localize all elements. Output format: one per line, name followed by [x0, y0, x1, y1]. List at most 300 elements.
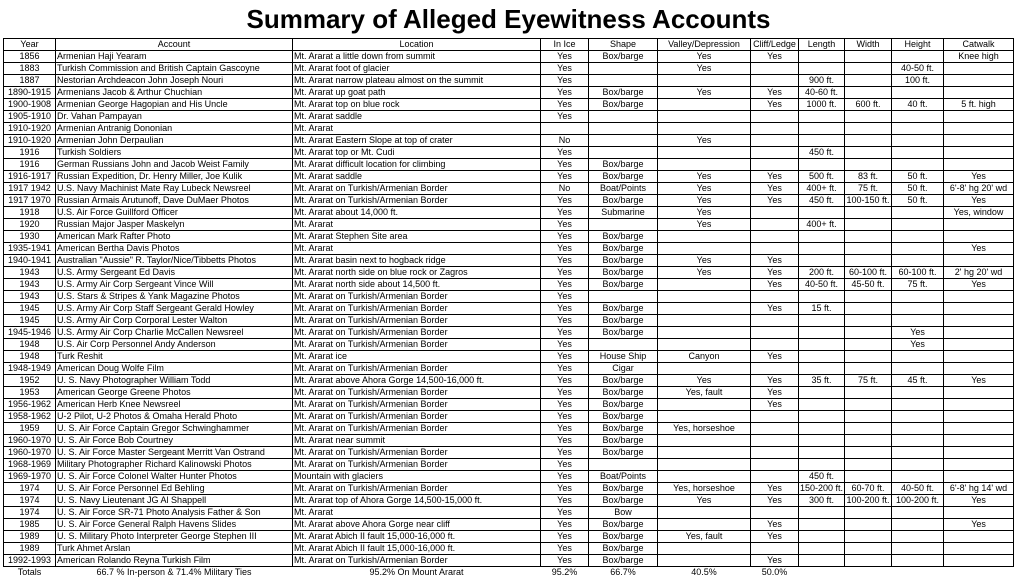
- cell-length: 200 ft.: [799, 267, 845, 279]
- cell-cliff: [751, 219, 799, 231]
- column-header-catwalk: Catwalk: [944, 39, 1014, 51]
- cell-length: 400+ ft.: [799, 183, 845, 195]
- cell-in-ice: Yes: [541, 231, 589, 243]
- cell-width: 60-100 ft.: [845, 267, 892, 279]
- cell-height: [892, 111, 944, 123]
- cell-year: 1948-1949: [4, 363, 56, 375]
- cell-cliff: Yes: [751, 375, 799, 387]
- cell-shape: Box/barge: [589, 243, 658, 255]
- cell-valley: [658, 243, 751, 255]
- cell-cliff: [751, 327, 799, 339]
- cell-width: [845, 123, 892, 135]
- cell-in-ice: Yes: [541, 255, 589, 267]
- cell-length: [799, 135, 845, 147]
- cell-height: 50 ft.: [892, 171, 944, 183]
- cell-valley: [658, 543, 751, 555]
- cell-account: Russian Major Jasper Maskelyn: [56, 219, 293, 231]
- cell-shape: [589, 63, 658, 75]
- cell-cliff: [751, 147, 799, 159]
- cell-length: 15 ft.: [799, 303, 845, 315]
- cell-year: 1883: [4, 63, 56, 75]
- cell-height: [892, 423, 944, 435]
- cell-height: [892, 87, 944, 99]
- cell-length: 150-200 ft.: [800, 483, 844, 493]
- table-row: [4, 135, 1014, 147]
- cell-in-ice: Yes: [541, 291, 589, 303]
- cell-width: 75 ft.: [845, 375, 892, 387]
- totals-valley: 40.5%: [691, 567, 717, 577]
- cell-year: 1948: [4, 339, 56, 351]
- cell-catwalk: [944, 339, 1014, 351]
- table-row: [4, 387, 1014, 399]
- cell-height: 50 ft.: [892, 183, 944, 195]
- cell-account: U. S. Air Force Master Sergeant Merritt Van Ostrand: [56, 447, 293, 459]
- cell-account: Armenian George Hagopian and His Uncle: [56, 99, 293, 111]
- cell-catwalk: [944, 531, 1014, 543]
- table-row: [4, 423, 1014, 435]
- totals-empty: [892, 567, 944, 579]
- cell-in-ice: Yes: [541, 495, 589, 507]
- cell-year: 1985: [4, 519, 56, 531]
- cell-year: 1989: [4, 531, 56, 543]
- cell-in-ice: Yes: [541, 195, 589, 207]
- cell-in-ice: Yes: [541, 363, 589, 375]
- cell-cliff: Yes: [751, 519, 799, 531]
- cell-cliff: Yes: [751, 483, 799, 495]
- table-row: [4, 219, 1014, 231]
- cell-catwalk: [944, 411, 1014, 423]
- cell-width: [845, 447, 892, 459]
- cell-in-ice: Yes: [541, 459, 589, 471]
- cell-in-ice: Yes: [541, 111, 589, 123]
- cell-height: [892, 471, 944, 483]
- cell-height: [892, 147, 944, 159]
- cell-shape: Box/barge: [589, 51, 658, 63]
- cell-location: Mt. Ararat on Turkish/Armenian Border: [293, 339, 541, 351]
- cell-valley: [658, 231, 751, 243]
- column-header-year: Year: [4, 39, 56, 51]
- cell-year: 1943: [4, 267, 56, 279]
- cell-cliff: [751, 63, 799, 75]
- cell-in-ice: Yes: [541, 99, 589, 111]
- cell-width: [845, 219, 892, 231]
- cell-length: [799, 423, 845, 435]
- cell-account: Turk Reshit: [56, 351, 293, 363]
- cell-length: [799, 531, 845, 543]
- cell-shape: Boat/Points: [589, 183, 658, 195]
- cell-valley: [658, 447, 751, 459]
- cell-valley: Yes, horseshoe: [658, 423, 751, 435]
- cell-in-ice: Yes: [541, 471, 589, 483]
- cell-in-ice: Yes: [541, 243, 589, 255]
- cell-cliff: Yes: [751, 399, 799, 411]
- cell-catwalk: [944, 471, 1014, 483]
- cell-catwalk: [944, 75, 1014, 87]
- cell-in-ice: Yes: [541, 327, 589, 339]
- cell-height: [892, 387, 944, 399]
- cell-cliff: Yes: [751, 255, 799, 267]
- cell-height: [892, 243, 944, 255]
- cell-account: Military Photographer Richard Kalinowski Photos: [56, 459, 293, 471]
- cell-catwalk: 6'-8' hg 20' wd: [944, 183, 1014, 195]
- cell-year: 1910-1920: [4, 135, 56, 147]
- cell-in-ice: Yes: [541, 435, 589, 447]
- cell-shape: Box/barge: [589, 387, 658, 399]
- cell-width: [845, 231, 892, 243]
- table-row: [4, 327, 1014, 339]
- cell-width: [845, 87, 892, 99]
- cell-catwalk: [944, 147, 1014, 159]
- cell-account: U. S. Navy Lieutenant JG Al Shappell: [56, 495, 293, 507]
- cell-account: Turk Ahmet Arslan: [56, 543, 293, 555]
- table-row: [4, 243, 1014, 255]
- cell-cliff: [751, 231, 799, 243]
- cell-width: [845, 435, 892, 447]
- cell-catwalk: Yes: [944, 171, 1014, 183]
- cell-account: U. S. Military Photo Interpreter George Stephen III: [56, 531, 293, 543]
- cell-account: Russian Armais Arutunoff, Dave DuMaer Photos: [56, 195, 293, 207]
- cell-catwalk: Yes, window: [944, 207, 1014, 219]
- cell-width: 45-50 ft.: [845, 279, 892, 291]
- cell-shape: [589, 111, 658, 123]
- eyewitness-table: [3, 38, 1014, 578]
- cell-valley: [658, 435, 751, 447]
- cell-year: 1943: [4, 279, 56, 291]
- cell-shape: Box/barge: [589, 255, 658, 267]
- cell-account: Australian "Aussie" R. Taylor/Nice/Tibbetts Photos: [56, 255, 293, 267]
- cell-shape: Box/barge: [589, 231, 658, 243]
- cell-catwalk: Yes: [944, 279, 1014, 291]
- cell-height: Yes: [892, 327, 944, 339]
- cell-height: [892, 411, 944, 423]
- cell-width: 83 ft.: [845, 171, 892, 183]
- cell-year: 1945-1946: [4, 327, 56, 339]
- cell-location: Mt. Ararat: [293, 507, 541, 519]
- cell-valley: Yes, horseshoe: [658, 483, 751, 495]
- cell-length: [799, 243, 845, 255]
- cell-shape: [589, 147, 658, 159]
- cell-shape: Box/barge: [589, 99, 658, 111]
- cell-height: 45 ft.: [892, 375, 944, 387]
- cell-year: 1916-1917: [4, 171, 56, 183]
- cell-account: U. S. Air Force Captain Gregor Schwinghammer: [56, 423, 293, 435]
- cell-height: [892, 351, 944, 363]
- table-row: [4, 123, 1014, 135]
- table-row: [4, 555, 1014, 567]
- cell-width: 75 ft.: [845, 183, 892, 195]
- cell-catwalk: [944, 435, 1014, 447]
- cell-location: Mt. Ararat on Turkish/Armenian Border: [293, 555, 541, 567]
- cell-account: U. S. Air Force Personnel Ed Behling: [56, 483, 293, 495]
- cell-length: [799, 519, 845, 531]
- cell-height: [892, 231, 944, 243]
- cell-width: [845, 147, 892, 159]
- cell-year: 1974: [4, 483, 56, 495]
- cell-location: Mt. Ararat on Turkish/Armenian Border: [293, 303, 541, 315]
- cell-width: [845, 51, 892, 63]
- cell-valley: [658, 471, 751, 483]
- cell-in-ice: Yes: [541, 315, 589, 327]
- cell-in-ice: Yes: [541, 399, 589, 411]
- cell-width: [845, 327, 892, 339]
- cell-in-ice: Yes: [541, 543, 589, 555]
- cell-location: Mt. Ararat ice: [293, 351, 541, 363]
- cell-cliff: Yes: [751, 267, 799, 279]
- cell-shape: Box/barge: [589, 171, 658, 183]
- cell-account: U.S. Army Air Corp Corporal Lester Walton: [56, 315, 293, 327]
- cell-valley: Yes: [658, 267, 751, 279]
- cell-account: U-2 Pilot, U-2 Photos & Omaha Herald Photo: [56, 411, 293, 423]
- cell-location: Mt. Ararat foot of glacier: [293, 63, 541, 75]
- cell-in-ice: Yes: [541, 51, 589, 63]
- cell-length: 40-60 ft.: [799, 87, 845, 99]
- cell-year: 1989: [4, 543, 56, 555]
- cell-shape: [589, 75, 658, 87]
- cell-shape: Box/barge: [589, 327, 658, 339]
- cell-location: Mt. Ararat Abich II fault 15,000-16,000 ft.: [293, 531, 541, 543]
- cell-account: Dr. Vahan Pampayan: [56, 111, 293, 123]
- cell-length: [799, 231, 845, 243]
- cell-catwalk: [944, 123, 1014, 135]
- cell-year: 1968-1969: [4, 459, 56, 471]
- cell-catwalk: [944, 111, 1014, 123]
- table-row: [4, 351, 1014, 363]
- cell-valley: Yes: [658, 183, 751, 195]
- cell-account: Armenian John Derpaulian: [56, 135, 293, 147]
- cell-cliff: [751, 507, 799, 519]
- cell-valley: [658, 315, 751, 327]
- cell-shape: Cigar: [589, 363, 658, 375]
- table-row: [4, 99, 1014, 111]
- cell-length: [799, 363, 845, 375]
- cell-year: 1974: [4, 495, 56, 507]
- cell-catwalk: [944, 219, 1014, 231]
- table-row: [4, 483, 1014, 495]
- cell-location: Mt. Ararat top of Ahora Gorge 14,500-15,000 ft.: [293, 495, 541, 507]
- cell-cliff: [751, 543, 799, 555]
- cell-in-ice: Yes: [541, 75, 589, 87]
- table-row: [4, 159, 1014, 171]
- cell-shape: Submarine: [589, 207, 658, 219]
- cell-cliff: [751, 159, 799, 171]
- cell-location: Mt. Ararat: [293, 123, 541, 135]
- cell-length: [799, 411, 845, 423]
- cell-length: [799, 459, 845, 471]
- cell-cliff: [751, 471, 799, 483]
- cell-in-ice: [541, 123, 589, 135]
- cell-height: 60-100 ft.: [892, 267, 944, 279]
- cell-in-ice: Yes: [541, 351, 589, 363]
- cell-cliff: [751, 123, 799, 135]
- cell-year: 1958-1962: [4, 411, 56, 423]
- cell-catwalk: [944, 327, 1014, 339]
- cell-in-ice: Yes: [541, 519, 589, 531]
- cell-shape: Bow: [589, 507, 658, 519]
- table-row: [4, 447, 1014, 459]
- cell-location: Mt. Ararat on Turkish/Armenian Border: [293, 447, 541, 459]
- cell-cliff: Yes: [751, 303, 799, 315]
- cell-shape: Box/barge: [589, 447, 658, 459]
- cell-location: Mt. Ararat on Turkish/Armenian Border: [293, 315, 541, 327]
- cell-cliff: [751, 447, 799, 459]
- cell-length: 450 ft.: [799, 471, 845, 483]
- cell-length: 1000 ft.: [799, 99, 845, 111]
- totals-account: 66.7 % In-person & 71.4% Military Ties: [96, 567, 252, 577]
- cell-valley: Yes: [658, 195, 751, 207]
- cell-catwalk: [944, 135, 1014, 147]
- cell-shape: Box/barge: [589, 399, 658, 411]
- cell-in-ice: No: [541, 183, 589, 195]
- cell-location: Mt. Ararat Eastern Slope at top of crater: [293, 135, 541, 147]
- cell-catwalk: Yes: [944, 375, 1014, 387]
- table-row: [4, 171, 1014, 183]
- cell-year: 1945: [4, 315, 56, 327]
- cell-catwalk: [944, 423, 1014, 435]
- cell-width: [845, 471, 892, 483]
- cell-length: [799, 291, 845, 303]
- cell-year: 1930: [4, 231, 56, 243]
- cell-account: U.S. Stars & Stripes & Yank Magazine Photos: [56, 291, 293, 303]
- cell-length: 300 ft.: [799, 495, 845, 507]
- cell-account: U. S. Navy Photographer William Todd: [56, 375, 293, 387]
- totals-empty: [845, 567, 892, 579]
- cell-height: 100-200 ft.: [892, 495, 944, 507]
- cell-valley: Yes: [658, 63, 751, 75]
- cell-year: 1935-1941: [4, 243, 56, 255]
- cell-shape: [589, 219, 658, 231]
- cell-width: [845, 351, 892, 363]
- cell-length: 35 ft.: [799, 375, 845, 387]
- cell-cliff: [751, 315, 799, 327]
- column-header-shape: Shape: [589, 39, 658, 51]
- cell-width: [845, 507, 892, 519]
- cell-valley: Yes: [658, 219, 751, 231]
- table-row: [4, 267, 1014, 279]
- cell-length: [799, 51, 845, 63]
- cell-shape: Box/barge: [589, 279, 658, 291]
- totals-in-ice: 95.2%: [551, 567, 578, 577]
- cell-shape: Box/barge: [589, 423, 658, 435]
- cell-catwalk: [944, 231, 1014, 243]
- cell-location: Mt. Ararat a little down from summit: [293, 51, 541, 63]
- cell-in-ice: Yes: [541, 507, 589, 519]
- cell-length: [799, 123, 845, 135]
- cell-length: [799, 543, 845, 555]
- cell-valley: Yes: [658, 495, 751, 507]
- cell-in-ice: Yes: [541, 207, 589, 219]
- cell-shape: Box/barge: [589, 495, 658, 507]
- cell-location: Mt. Ararat on Turkish/Armenian Border: [293, 459, 541, 471]
- cell-account: U. S. Air Force Colonel Walter Hunter Photos: [56, 471, 293, 483]
- cell-account: American George Greene Photos: [56, 387, 293, 399]
- cell-account: U. S. Air Force Bob Courtney: [56, 435, 293, 447]
- cell-length: [799, 315, 845, 327]
- cell-account: U.S. Army Air Corp Staff Sergeant Gerald Howley: [56, 303, 293, 315]
- cell-year: 1952: [4, 375, 56, 387]
- table-row: [4, 543, 1014, 555]
- cell-account: Armenians Jacob & Arthur Chuchian: [56, 87, 293, 99]
- cell-shape: Boat/Points: [589, 471, 658, 483]
- cell-cliff: [751, 111, 799, 123]
- table-row: [4, 147, 1014, 159]
- cell-year: 1917 1942: [4, 183, 56, 195]
- cell-shape: Box/barge: [589, 411, 658, 423]
- cell-width: 100-150 ft.: [846, 195, 890, 205]
- cell-shape: Box/barge: [589, 267, 658, 279]
- cell-cliff: Yes: [751, 387, 799, 399]
- cell-in-ice: Yes: [541, 483, 589, 495]
- cell-width: [845, 303, 892, 315]
- column-header-height: Height: [892, 39, 944, 51]
- cell-height: [892, 507, 944, 519]
- cell-catwalk: [944, 315, 1014, 327]
- cell-location: Mt. Ararat saddle: [293, 171, 541, 183]
- cell-account: American Rolando Reyna Turkish Film: [56, 555, 293, 567]
- cell-length: [799, 339, 845, 351]
- cell-valley: [658, 111, 751, 123]
- cell-valley: Yes: [658, 207, 751, 219]
- table-row: [4, 51, 1014, 63]
- table-row: [4, 375, 1014, 387]
- cell-height: [892, 315, 944, 327]
- table-row: [4, 495, 1014, 507]
- cell-in-ice: Yes: [541, 171, 589, 183]
- cell-shape: [589, 291, 658, 303]
- cell-location: Mt. Ararat Stephen Site area: [293, 231, 541, 243]
- column-header-location: Location: [293, 39, 541, 51]
- cell-location: Mt. Ararat on Turkish/Armenian Border: [293, 483, 541, 495]
- cell-height: [892, 555, 944, 567]
- cell-in-ice: Yes: [541, 87, 589, 99]
- cell-height: [892, 123, 944, 135]
- cell-height: [892, 303, 944, 315]
- cell-year: 1918: [4, 207, 56, 219]
- cell-location: Mt. Ararat Abich II fault 15,000-16,000 ft.: [293, 543, 541, 555]
- cell-location: Mt. Ararat: [293, 219, 541, 231]
- cell-valley: [658, 99, 751, 111]
- cell-height: 40-50 ft.: [892, 483, 944, 495]
- cell-catwalk: [944, 303, 1014, 315]
- cell-shape: [589, 459, 658, 471]
- cell-shape: Box/barge: [589, 531, 658, 543]
- cell-in-ice: Yes: [541, 375, 589, 387]
- cell-account: U.S. Army Sergeant Ed Davis: [56, 267, 293, 279]
- cell-width: [845, 315, 892, 327]
- cell-length: [799, 351, 845, 363]
- column-header-width: Width: [845, 39, 892, 51]
- cell-length: [799, 387, 845, 399]
- cell-valley: [658, 327, 751, 339]
- cell-year: 1917 1970: [4, 195, 56, 207]
- cell-cliff: Yes: [751, 495, 799, 507]
- cell-catwalk: [944, 255, 1014, 267]
- cell-in-ice: Yes: [541, 531, 589, 543]
- cell-account: American Doug Wolfe Film: [56, 363, 293, 375]
- cell-location: Mt. Ararat about 14,000 ft.: [293, 207, 541, 219]
- cell-year: 1890-1915: [4, 87, 56, 99]
- cell-length: [799, 111, 845, 123]
- cell-account: U.S. Air Force Guillford Officer: [56, 207, 293, 219]
- cell-year: 1953: [4, 387, 56, 399]
- cell-year: 1916: [4, 147, 56, 159]
- cell-shape: Box/barge: [589, 303, 658, 315]
- cell-year: 1856: [4, 51, 56, 63]
- cell-year: 1887: [4, 75, 56, 87]
- cell-shape: Box/barge: [589, 159, 658, 171]
- cell-location: Mt. Ararat on Turkish/Armenian Border: [293, 411, 541, 423]
- cell-catwalk: [944, 87, 1014, 99]
- cell-height: Yes: [892, 339, 944, 351]
